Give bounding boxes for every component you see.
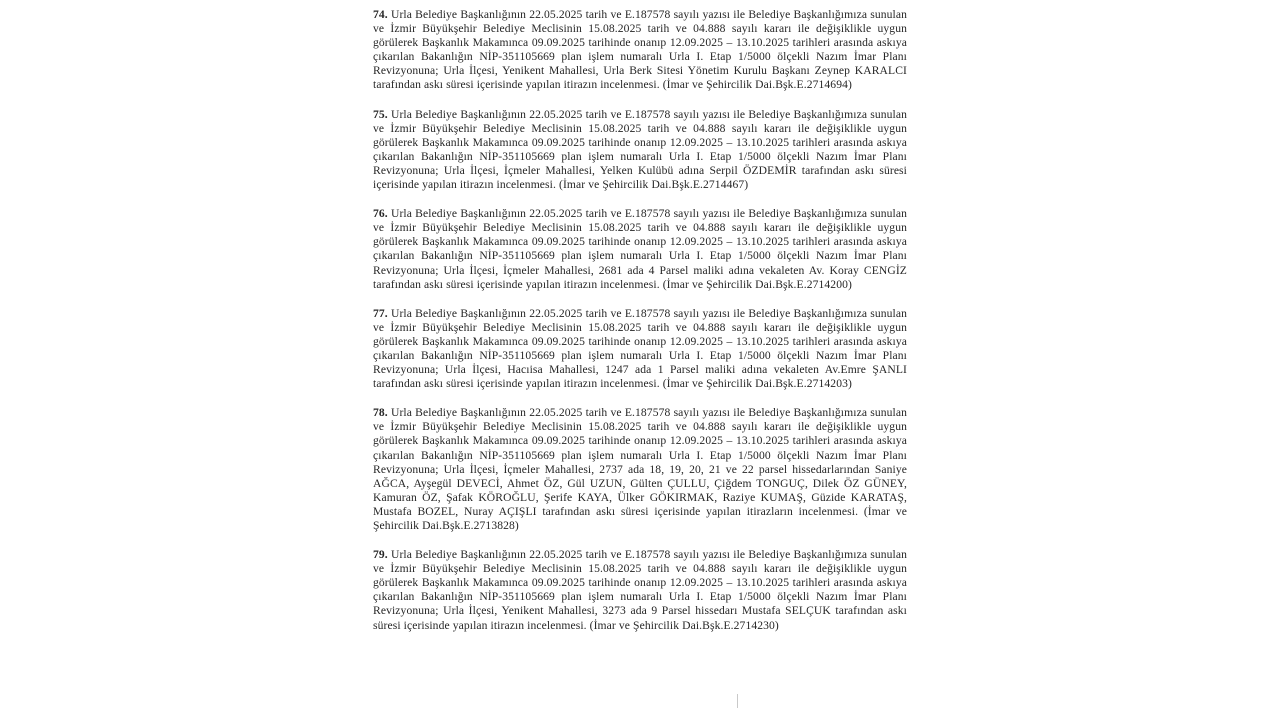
document-paragraph [373,406,907,533]
paragraph-number: 76. [373,207,388,221]
document-paragraph [373,548,907,633]
paragraph-text: Urla Belediye Başkanlığının 22.05.2025 tarih ve E.187578 sayılı yazısı ile Belediye Başkanlığımıza sunulan ve İzmir Büyükşehir Belediye Meclisinin 15.08.2025 tarih ve 04.888 sayılı kararı ile değişiklikle uygun görülerek Başkanlık Makamınca 09.09.2025 tarihinde onanıp 12.09.2025 – 13.10.2025 tarihleri arasında askıya çıkarılan Bakanlığın NİP-351105669 plan işlem numaralı Urla I. Etap 1/5000 ölçekli Nazım İmar Planı Revizyonuna; Urla İlçesi, İçmeler Mahallesi, Yelken Kulübü adına Serpil ÖZDEMİR tarafından askı süresi içerisinde yapılan itirazın incelenmesi. (İmar ve Şehircilik Dai.Bşk.E.2714467) [373,107,908,192]
paragraph-text: Urla Belediye Başkanlığının 22.05.2025 tarih ve E.187578 sayılı yazısı ile Belediye Başkanlığımıza sunulan ve İzmir Büyükşehir Belediye Meclisinin 15.08.2025 tarih ve 04.888 sayılı kararı ile değişiklikle uygun görülerek Başkanlık Makamınca 09.09.2025 tarihinde onanıp 12.09.2025 – 13.10.2025 tarihleri arasında askıya çıkarılan Bakanlığın NİP-351105669 plan işlem numaralı Urla I. Etap 1/5000 ölçekli Nazım İmar Planı Revizyonuna; Urla İlçesi, Yenikent Mahallesi, Urla Berk Sitesi Yönetim Kurulu Başkanı Zeynep KARALCI tarafından askı süresi içerisinde yapılan itirazın incelenmesi. (İmar ve Şehircilik Dai.Bşk.E.2714694) [373,8,908,92]
paragraph-number: 74. [373,8,388,21]
document-paragraph [373,108,907,193]
scan-artifact-mark [737,694,738,708]
document-paragraph [373,207,907,292]
paragraph-number: 75. [373,107,388,121]
document-paragraph [373,307,907,392]
paragraph-number: 77. [373,306,388,320]
paragraph-text: Urla Belediye Başkanlığının 22.05.2025 tarih ve E.187578 sayılı yazısı ile Belediye Başkanlığımıza sunulan ve İzmir Büyükşehir Belediye Meclisinin 15.08.2025 tarih ve 04.888 sayılı kararı ile değişiklikle uygun görülerek Başkanlık Makamınca 09.09.2025 tarihinde onanıp 12.09.2025 – 13.10.2025 tarihleri arasında askıya çıkarılan Bakanlığın NİP-351105669 plan işlem numaralı Urla I. Etap 1/5000 ölçekli Nazım İmar Planı Revizyonuna; Urla İlçesi, İçmeler Mahallesi, 2681 ada 4 Parsel maliki adına vekaleten Av. Koray CENGİZ tarafından askı süresi içerisinde yapılan itirazın incelenmesi. (İmar ve Şehircilik Dai.Bşk.E.2714200) [373,207,908,291]
document-paragraph [373,8,907,93]
paragraph-text: Urla Belediye Başkanlığının 22.05.2025 tarih ve E.187578 sayılı yazısı ile Belediye Başkanlığımıza sunulan ve İzmir Büyükşehir Belediye Meclisinin 15.08.2025 tarih ve 04.888 sayılı kararı ile değişiklikle uygun görülerek Başkanlık Makamınca 09.09.2025 tarihinde onanıp 12.09.2025 – 13.10.2025 tarihleri arasında askıya çıkarılan Bakanlığın NİP-351105669 plan işlem numaralı Urla I. Etap 1/5000 ölçekli Nazım İmar Planı Revizyonuna; Urla İlçesi, Hacıisa Mahallesi, 1247 ada 1 Parsel maliki adına vekaleten Av.Emre ŞANLI tarafından askı süresi içerisinde yapılan itirazın incelenmesi. (İmar ve Şehircilik Dai.Bşk.E.2714203) [373,306,908,391]
paragraph-text: Urla Belediye Başkanlığının 22.05.2025 tarih ve E.187578 sayılı yazısı ile Belediye Başkanlığımıza sunulan ve İzmir Büyükşehir Belediye Meclisinin 15.08.2025 tarih ve 04.888 sayılı kararı ile değişiklikle uygun görülerek Başkanlık Makamınca 09.09.2025 tarihinde onanıp 12.09.2025 – 13.10.2025 tarihleri arasında askıya çıkarılan Bakanlığın NİP-351105669 plan işlem numaralı Urla I. Etap 1/5000 ölçekli Nazım İmar Planı Revizyonuna; Urla İlçesi, İçmeler Mahallesi, 2737 ada 18, 19, 20, 21 ve 22 parsel hissedarlarından Saniye AĞCA, Ayşegül DEVECİ, Ahmet ÖZ, Gül UZUN, Gülten ÇULLU, Çiğdem TONGUÇ, Dilek ÖZ GÜNEY, Kamuran ÖZ, Şafak KÖROĞLU, Şerife KAYA, Ülker GÖKIRMAK, Raziye KUMAŞ, Güzide KARATAŞ, Mustafa BOZEL, Nuray AÇIŞLI tarafından askı süresi içerisinde yapılan itirazların incelenmesi. (İmar ve Şehircilik Dai.Bşk.E.2713828) [373,406,908,532]
document-page [373,8,907,633]
paragraph-text: Urla Belediye Başkanlığının 22.05.2025 tarih ve E.187578 sayılı yazısı ile Belediye Başkanlığımıza sunulan ve İzmir Büyükşehir Belediye Meclisinin 15.08.2025 tarih ve 04.888 sayılı kararı ile değişiklikle uygun görülerek Başkanlık Makamınca 09.09.2025 tarihinde onanıp 12.09.2025 – 13.10.2025 tarihleri arasında askıya çıkarılan Bakanlığın NİP-351105669 plan işlem numaralı Urla I. Etap 1/5000 ölçekli Nazım İmar Planı Revizyonuna; Urla İlçesi, Yenikent Mahallesi, 3273 ada 9 Parsel hissedarı Mustafa SELÇUK tarafından askı süresi içerisinde yapılan itirazın incelenmesi. (İmar ve Şehircilik Dai.Bşk.E.2714230) [373,548,908,632]
paragraph-number: 78. [373,406,388,420]
paragraph-list [373,8,907,633]
paragraph-number: 79. [373,548,388,562]
